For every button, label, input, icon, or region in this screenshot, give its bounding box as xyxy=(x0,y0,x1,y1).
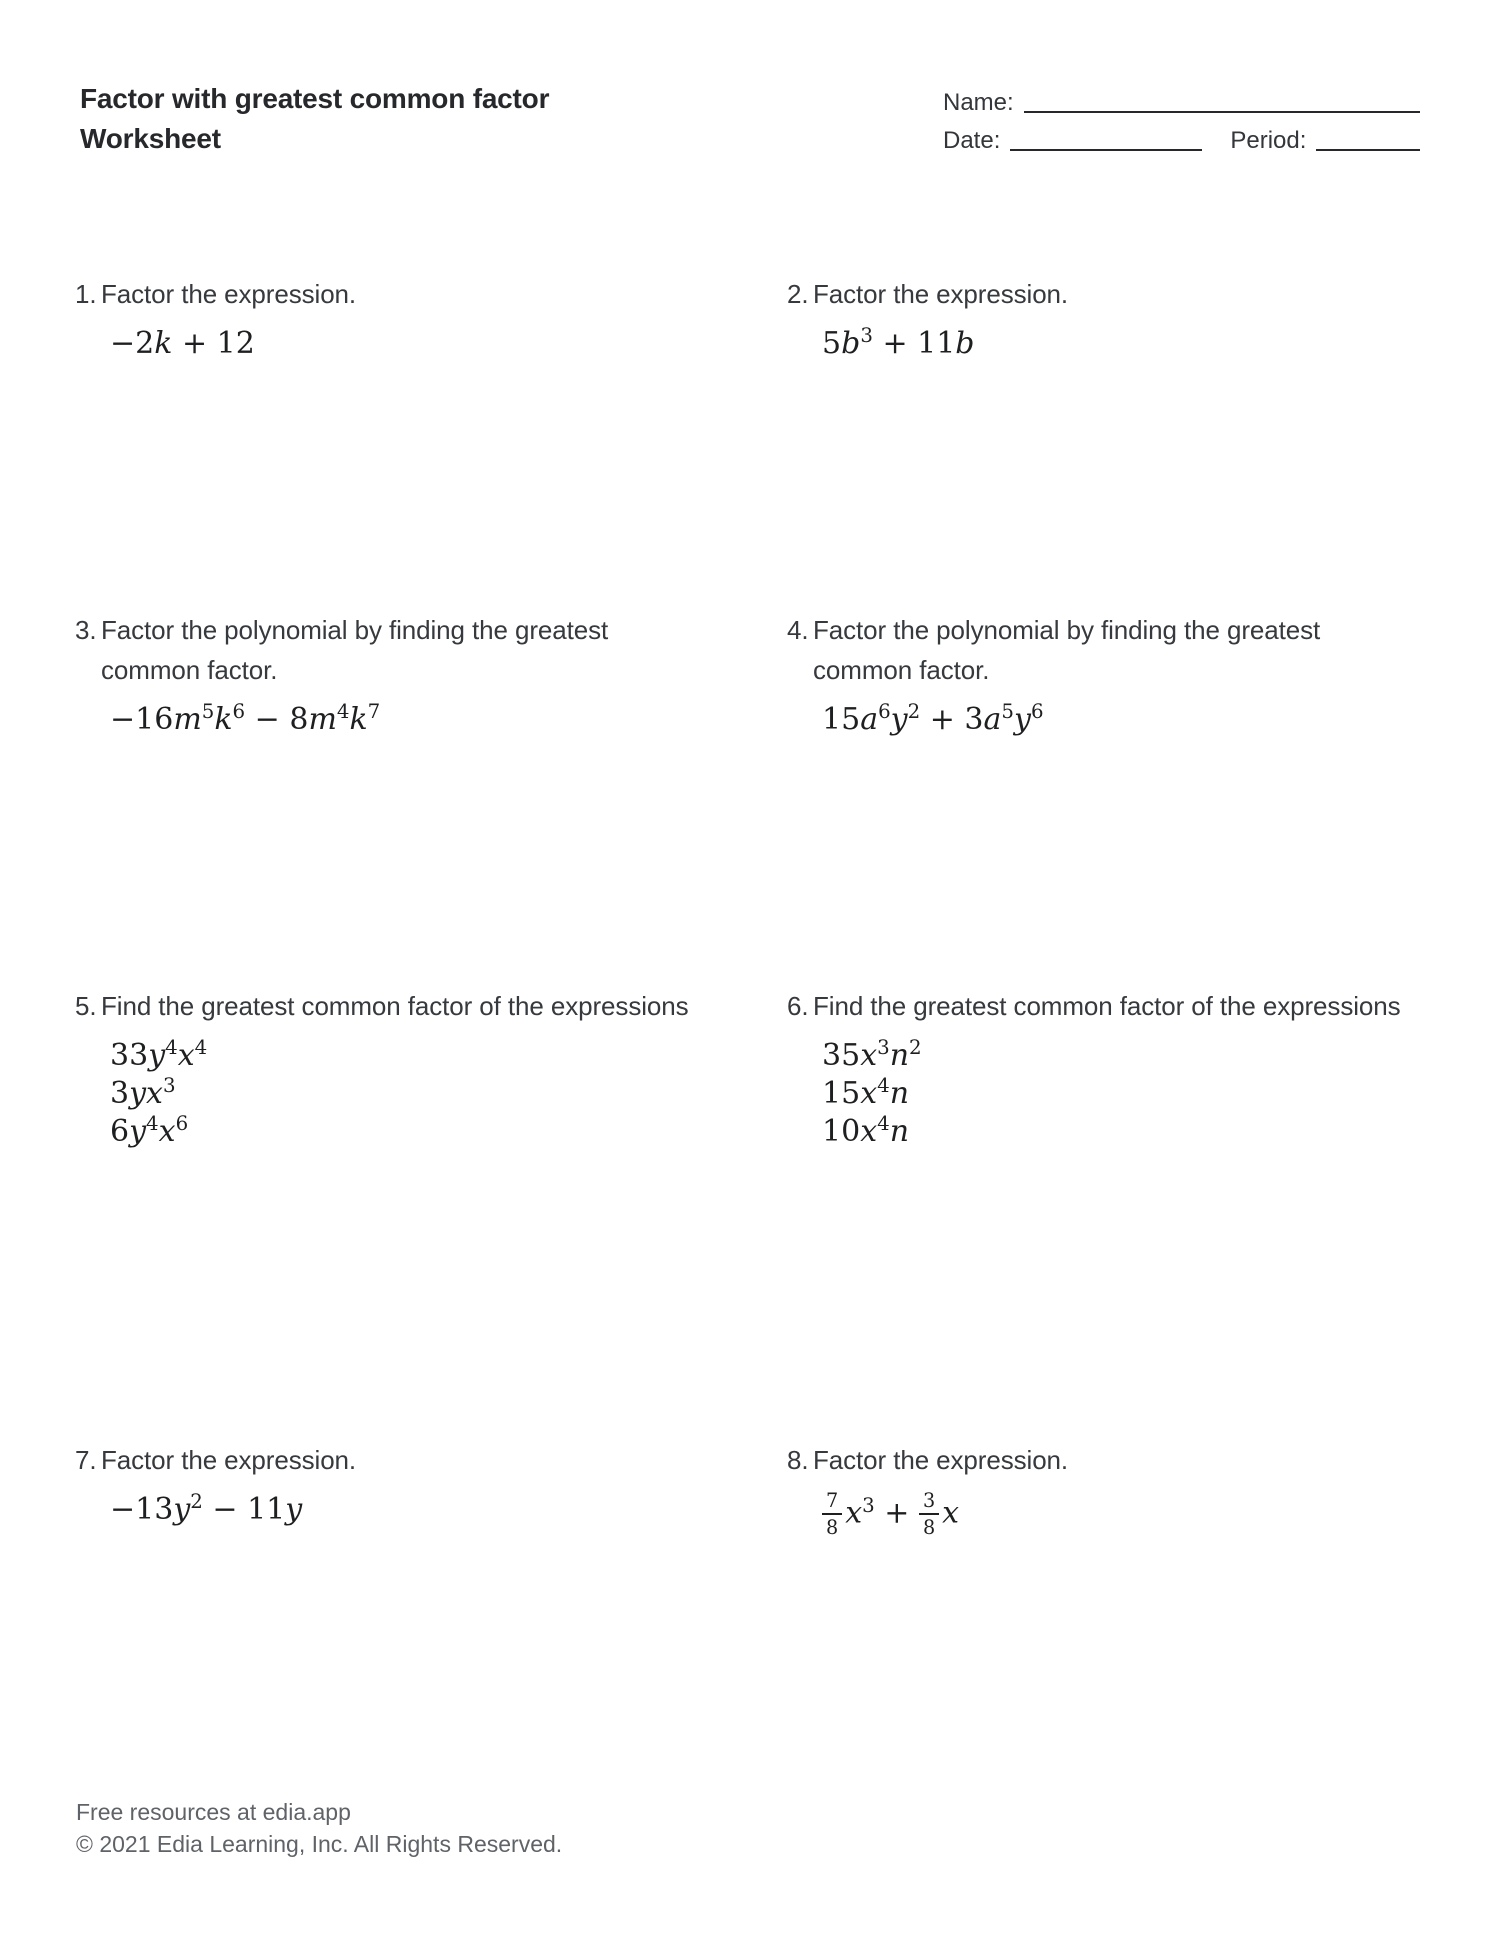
math-variable: n xyxy=(889,1038,910,1073)
problem-8-question xyxy=(787,1440,1407,1480)
problem-4 xyxy=(787,610,1407,739)
problem-3-question-text: Factor the polynomial by finding the greatest common factor. xyxy=(101,615,609,685)
math-variable: b xyxy=(955,326,975,361)
problem-2-question-text: Factor the expression. xyxy=(813,279,1069,309)
math-variable: y xyxy=(129,1076,147,1111)
math-exponent: 2 xyxy=(907,700,921,724)
footer-copyright-text: © 2021 Edia Learning, Inc. All Rights Reserved. xyxy=(76,1831,563,1857)
name-blank-line xyxy=(1024,93,1420,113)
math-term: − 8 xyxy=(245,702,309,737)
problem-4-question xyxy=(787,610,1407,690)
math-exponent: 6 xyxy=(175,1112,189,1136)
problem-5-expressions xyxy=(110,1037,695,1151)
math-term: + 3 xyxy=(920,702,984,737)
math-line xyxy=(110,1113,695,1151)
problem-3-expression xyxy=(110,701,695,739)
math-line xyxy=(110,1491,695,1529)
math-exponent: 3 xyxy=(862,1493,875,1517)
problem-5-number: 5. xyxy=(75,991,97,1021)
math-variable: x xyxy=(177,1038,195,1073)
math-variable: y xyxy=(129,1114,147,1149)
problem-2-expression xyxy=(822,325,1407,363)
problem-8-question-text: Factor the expression. xyxy=(813,1445,1069,1475)
math-term: 3 xyxy=(110,1076,130,1111)
math-variable: y xyxy=(285,1492,303,1527)
math-variable: b xyxy=(841,326,861,361)
problem-1 xyxy=(75,274,695,363)
math-line xyxy=(822,1075,1407,1113)
math-term: + 12 xyxy=(172,326,255,361)
math-exponent: 3 xyxy=(860,324,873,348)
math-exponent: 4 xyxy=(336,700,350,724)
problem-1-number: 1. xyxy=(75,279,97,309)
problem-7-question xyxy=(75,1440,695,1480)
math-variable: x xyxy=(942,1495,960,1531)
math-variable: y xyxy=(173,1492,191,1527)
footer-resources-text: Free resources at edia.app xyxy=(76,1799,351,1825)
math-exponent: 4 xyxy=(146,1112,159,1136)
math-exponent: 2 xyxy=(190,1490,203,1514)
math-term: 6 xyxy=(110,1114,130,1149)
math-line xyxy=(822,1489,1407,1540)
math-term: 33 xyxy=(110,1038,149,1073)
math-variable: m xyxy=(308,702,337,737)
math-term: + xyxy=(874,1495,919,1531)
problem-4-expression xyxy=(822,701,1407,739)
math-variable: m xyxy=(173,702,202,737)
problem-7-question-text: Factor the expression. xyxy=(101,1445,357,1475)
math-line xyxy=(822,1113,1407,1151)
math-variable: x xyxy=(860,1114,878,1149)
math-exponent: 3 xyxy=(162,1074,176,1098)
name-field-row xyxy=(943,88,1420,118)
math-variable: a xyxy=(860,702,879,737)
math-line xyxy=(822,325,1407,363)
name-label: Name: xyxy=(943,89,1014,116)
title-line-2: Worksheet xyxy=(80,123,221,154)
math-variable: n xyxy=(889,1076,910,1111)
math-variable: k xyxy=(349,702,368,737)
problem-2-number: 2. xyxy=(787,279,809,309)
math-term: − 11 xyxy=(202,1492,286,1527)
math-term: + 11 xyxy=(872,326,956,361)
math-exponent: 5 xyxy=(1001,700,1014,724)
math-exponent: 7 xyxy=(367,700,381,724)
math-variable: n xyxy=(889,1114,910,1149)
math-variable: k xyxy=(154,326,173,361)
math-line xyxy=(110,701,695,739)
date-blank-line xyxy=(1010,131,1202,151)
math-exponent: 2 xyxy=(909,1036,922,1060)
date-field-row xyxy=(943,126,1420,156)
problem-2-question xyxy=(787,274,1407,314)
problem-8-expression xyxy=(822,1489,1407,1540)
period-label: Period: xyxy=(1230,127,1307,154)
problem-5-question xyxy=(75,986,695,1026)
math-line xyxy=(110,1075,695,1113)
problem-3-question xyxy=(75,610,695,690)
math-term: 15 xyxy=(822,1076,861,1111)
problem-6 xyxy=(787,986,1407,1151)
problem-8-number: 8. xyxy=(787,1445,809,1475)
problem-7-expression xyxy=(110,1491,695,1529)
math-term: −16 xyxy=(110,702,174,737)
math-variable: x xyxy=(845,1495,863,1531)
math-variable: y xyxy=(148,1038,166,1073)
math-variable: y xyxy=(890,702,908,737)
math-term: −13 xyxy=(110,1492,174,1527)
math-variable: x xyxy=(860,1076,878,1111)
title-line-1: Factor with greatest common factor xyxy=(80,83,550,114)
problem-7 xyxy=(75,1440,695,1529)
math-exponent: 3 xyxy=(877,1036,890,1060)
date-label: Date: xyxy=(943,127,1001,154)
worksheet-title xyxy=(80,79,549,159)
math-variable: y xyxy=(1014,702,1031,737)
math-fraction: $\frac{3}{8}$ xyxy=(919,1491,939,1537)
problem-8 xyxy=(787,1440,1407,1540)
math-exponent: 4 xyxy=(194,1036,208,1060)
math-line xyxy=(110,1037,695,1075)
period-blank-line xyxy=(1316,131,1420,151)
problem-1-expression xyxy=(110,325,695,363)
problem-4-question-text: Factor the polynomial by finding the greatest common factor. xyxy=(813,615,1321,685)
problem-7-number: 7. xyxy=(75,1445,97,1475)
page-footer xyxy=(76,1796,562,1860)
math-variable: a xyxy=(983,702,1002,737)
problem-1-question xyxy=(75,274,695,314)
math-variable: x xyxy=(158,1114,176,1149)
math-exponent: 4 xyxy=(877,1074,890,1098)
math-exponent: 4 xyxy=(165,1036,178,1060)
problem-5-question-text: Find the greatest common factor of the expressions xyxy=(101,991,689,1021)
math-line xyxy=(822,1037,1407,1075)
problem-2 xyxy=(787,274,1407,363)
problem-6-number: 6. xyxy=(787,991,809,1021)
math-term: 35 xyxy=(822,1038,861,1073)
math-variable: x xyxy=(146,1076,163,1111)
problem-3-number: 3. xyxy=(75,615,97,645)
math-line xyxy=(822,701,1407,739)
math-term: 10 xyxy=(822,1114,861,1149)
math-variable: k xyxy=(214,702,233,737)
math-exponent: 6 xyxy=(878,700,891,724)
problem-6-question-text: Find the greatest common factor of the expressions xyxy=(813,991,1401,1021)
problem-6-expressions xyxy=(822,1037,1407,1151)
math-variable: x xyxy=(860,1038,878,1073)
math-exponent: 4 xyxy=(877,1112,890,1136)
math-fraction: $\frac{7}{8}$ xyxy=(822,1491,842,1537)
problem-1-question-text: Factor the expression. xyxy=(101,279,357,309)
math-term: 15 xyxy=(822,702,861,737)
math-term: 5 xyxy=(822,326,842,361)
math-exponent: 6 xyxy=(1030,700,1044,724)
math-line xyxy=(110,325,695,363)
math-exponent: 6 xyxy=(232,700,246,724)
problem-3 xyxy=(75,610,695,739)
problem-4-number: 4. xyxy=(787,615,809,645)
problem-6-question xyxy=(787,986,1407,1026)
problem-5 xyxy=(75,986,695,1151)
math-term: −2 xyxy=(110,326,155,361)
math-exponent: 5 xyxy=(201,700,215,724)
